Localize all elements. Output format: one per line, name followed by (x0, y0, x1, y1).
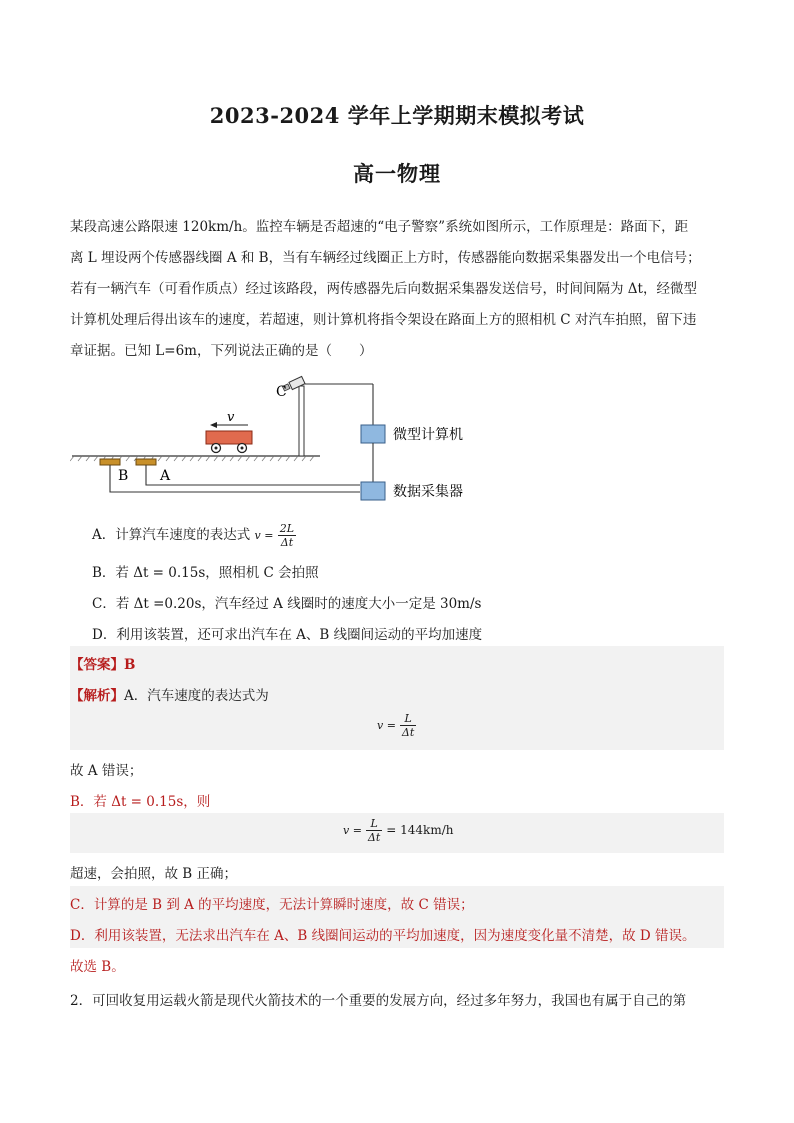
exam-title: 2023-2024 学年上学期期末模拟考试 (209, 103, 585, 128)
equation-1-numerator: L (400, 712, 416, 726)
q1-option-a-text: A．计算汽车速度的表达式 (92, 527, 251, 543)
label-v: v (227, 410, 235, 425)
answer-label: 【答案】B (70, 657, 136, 673)
q1-line-5: 章证据。已知 L=6m，下列说法正确的是（ ） (70, 343, 373, 359)
q2-line-1: 2．可回收复用运载火箭是现代火箭技术的一个重要的发展方向，经过多年努力，我国也有属于自己的第 (70, 993, 687, 1009)
equation-2-v: v = (343, 824, 362, 837)
analysis-line (70, 684, 725, 704)
exam-subtitle: 高一物理 (353, 161, 441, 186)
speed-camera-diagram (70, 372, 490, 507)
equation-1-v: v = (377, 719, 396, 732)
equation-2-result: = 144km/h (386, 823, 454, 837)
equation-1 (377, 712, 416, 739)
label-b: B (118, 468, 129, 484)
equation-2-denominator: Δt (367, 831, 381, 844)
equation-1-denominator: Δt (401, 726, 415, 739)
computer-label: 微型计算机 (393, 427, 463, 443)
label-a: A (160, 468, 171, 484)
camera-pole (299, 386, 304, 456)
q1-line-2: 离 L 埋设两个传感器线圈 A 和 B，当有车辆经过线圈正上方时，传感器能向数据采集器发出一个电信号； (70, 250, 701, 266)
q1-option-c: C．若 Δt =0.20s，汽车经过 A 线圈时的速度大小一定是 30m/s (92, 596, 482, 612)
q1-option-a-numerator: 2L (279, 522, 295, 535)
wire-a (146, 465, 360, 485)
collector-box (361, 482, 385, 500)
q1-line-4: 计算机处理后得出该车的速度，若超速，则计算机将指令架设在路面上方的照相机 C 对汽车拍照，留下违 (70, 312, 697, 328)
b-analysis-line: B．若 Δt = 0.15s，则 (70, 794, 211, 810)
a-wrong-line: 故 A 错误； (70, 763, 143, 779)
equation-1-fraction (400, 712, 416, 739)
collector-label: 数据采集器 (393, 484, 463, 500)
velocity-arrowhead (210, 422, 217, 428)
wire-b (110, 465, 360, 492)
q1-option-d: D．利用该装置，还可求出汽车在 A、B 线圈间运动的平均加速度 (92, 627, 483, 643)
equation-2 (343, 817, 453, 844)
coil-a (136, 459, 156, 465)
q1-option-b: B．若 Δt = 0.15s，照相机 C 会拍照 (92, 565, 319, 581)
q1-line-3: 若有一辆汽车（可看作质点）经过该路段，两传感器先后向数据采集器发送信号，时间间隔为 Δt，经微型 (70, 281, 697, 297)
q1-option-a (92, 522, 296, 549)
q1-option-a-denominator: Δt (280, 536, 294, 549)
car-icon (206, 431, 252, 453)
equation-2-fraction (366, 817, 382, 844)
coil-b (100, 459, 120, 465)
conclusion-line: 故选 B。 (70, 959, 125, 975)
q1-option-a-fraction (278, 522, 296, 549)
computer-box (361, 425, 385, 443)
label-c: C (276, 384, 287, 400)
c-analysis-line: C．计算的是 B 到 A 的平均速度，无法计算瞬时速度，故 C 错误； (70, 897, 474, 913)
q1-line-1: 某段高速公路限速 120km/h。监控车辆是否超速的“电子警察”系统如图所示，工作原理是：路面下，距 (70, 219, 689, 235)
analysis-a-text: A．汽车速度的表达式为 (124, 688, 269, 704)
q1-option-a-v: v = (254, 529, 274, 542)
b-right-line: 超速，会拍照，故 B 正确； (70, 866, 238, 882)
analysis-label: 【解析】 (70, 688, 124, 704)
d-analysis-line: D．利用该装置，无法求出汽车在 A、B 线圈间运动的平均加速度，因为速度变化量不清楚，故 D 错误。 (70, 928, 696, 944)
equation-2-numerator: L (366, 817, 382, 831)
